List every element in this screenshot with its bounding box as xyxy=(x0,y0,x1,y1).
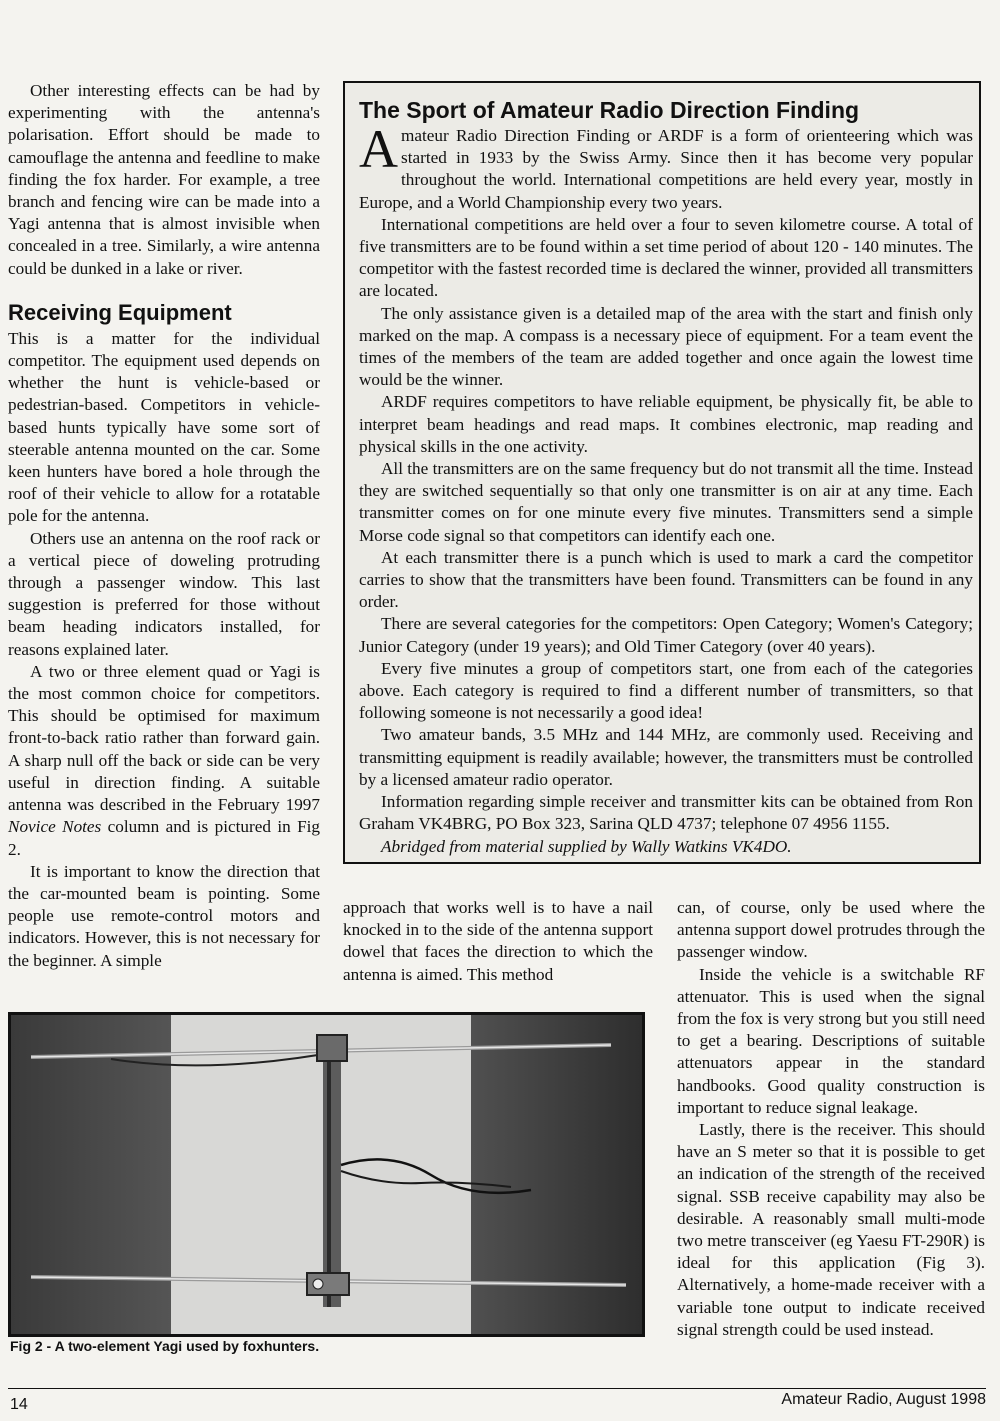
figure-caption: Fig 2 - A two-element Yagi used by foxhunters. xyxy=(10,1338,320,1354)
box-body xyxy=(359,119,973,858)
ardf-sidebar-box xyxy=(343,81,981,864)
paragraph: ARDF requires competitors to have reliable equipment, be physically fit, be able to interpret beam headings and read maps. It combines electronic, map reading and physical skills in the one activity. xyxy=(359,392,973,456)
paragraph: The only assistance given is a detailed map of the area with the start and finish only marked on the map. A compass is a necessary piece of equipment. For a team event the times of the members of the team are added together and once again the lowest time would be the winner. xyxy=(359,303,973,390)
footer-rule xyxy=(8,1388,986,1389)
paragraph: Inside the vehicle is a switchable RF attenuator. This is used when the signal from the fox is very strong but you still need to get a bearing. Descriptions of suitable attenuators appear in the standard handbooks. Good quality construction is important to reduce signal leakage. xyxy=(677,964,985,1117)
paragraph: Two amateur bands, 3.5 MHz and 144 MHz, are commonly used. Receiving and transmitting equipment is readily available; however, the transmitters must be controlled by a licensed amateur radio operator. xyxy=(359,725,973,789)
yagi-photo xyxy=(8,1012,645,1337)
paragraph xyxy=(359,119,973,214)
text-run: A two or three element quad or Yagi is the most common choice for competitors. This should be optimised for maximum front-to-back ratio rather than forward gain. A sharp null off the back or side can be very useful in direction finding. A suitable antenna was described in the February 1997 xyxy=(8,661,320,815)
paragraph: approach that works well is to have a nail knocked in to the side of the antenna support dowel that faces the direction to which the antenna is aimed. This method xyxy=(343,898,653,984)
paragraph: It is important to know the direction that the car-mounted beam is pointing. Some people use remote-control motors and indicators. However, this is not necessary for the beginner. A simple xyxy=(8,861,320,970)
page-number: 14 xyxy=(10,1396,28,1413)
paragraph: Other interesting effects can be had by experimenting with the antenna's polarisation. Effort should be made to camouflage the antenna and feedline to make finding the fox harder. For example, a tree branch and fencing wire can be made into a Yagi antenna that is almost invisible when concealed in a tree. Similarly, a wire antenna could be dunked in a lake or river. xyxy=(8,81,320,278)
paragraph xyxy=(8,661,320,861)
text-run: mateur Radio Direction Finding or ARDF is a form of orienteering which was started in 1933 by the Swiss Army. Since then it has become very popular throughout the world. International competitions are held every year, mostly in Europe, and a World Championship every two years. xyxy=(359,126,973,212)
italic-title: Novice Notes xyxy=(8,817,102,837)
paragraph: Every five minutes a group of competitors start, one from each of the categories above. Each category is required to find a different number of transmitters, so that following someone is not necessarily a good idea! xyxy=(359,658,973,723)
drop-cap: A xyxy=(359,119,398,179)
paragraph: At each transmitter there is a punch which is used to mark a card the competitor carries to show that the transmitters have been found. Transmitters can be found in any order. xyxy=(359,547,973,612)
middle-column xyxy=(343,897,653,986)
paragraph: International competitions are held over a four to seven kilometre course. A total of five transmitters are to be found within a set time period of about 120 - 140 minutes. The competitor with the fastest recorded time is declared the winner, provided all transmitters are located. xyxy=(359,214,973,301)
section-heading: Receiving Equipment xyxy=(8,299,232,325)
magazine-footer: Amateur Radio, August 1998 xyxy=(781,1391,986,1408)
paragraph: Others use an antenna on the roof rack or a vertical piece of doweling protruding through a passenger window. This last suggestion is preferred for those without beam heading indicators installed, for reasons explained later. xyxy=(8,528,320,659)
right-column xyxy=(677,897,985,1341)
box-title: The Sport of Amateur Radio Direction Finding xyxy=(359,97,860,123)
yagi-antenna-illustration xyxy=(11,1015,642,1334)
text-run: column and is pictured in Fig 2. xyxy=(8,817,320,859)
paragraph: Lastly, there is the receiver. This should have an S meter so that it is possible to get an indication of the strength of the received signal. SSB receive capability may also be desirable. A reasonably small multi-mode two metre transceiver (eg Yaesu FT-290R) is ideal for this application (Fig 3). Alternatively, a home-made receiver with a variable tone output to indicate received signal strength could be used instead. xyxy=(677,1120,985,1339)
left-column xyxy=(8,80,320,972)
credit-line: Abridged from material supplied by Wally Watkins VK4DO. xyxy=(381,836,792,856)
paragraph: can, of course, only be used where the antenna support dowel protrudes through the passenger window. xyxy=(677,898,985,962)
paragraph: Information regarding simple receiver and transmitter kits can be obtained from Ron Graham VK4BRG, PO Box 323, Sarina QLD 4737; telephone 07 4956 1155. xyxy=(359,792,973,834)
paragraph: There are several categories for the competitors: Open Category; Women's Category; Junior Category (under 19 years); and Old Timer Category (over 40 years). xyxy=(359,614,973,656)
paragraph: All the transmitters are on the same frequency but do not transmit all the time. Instead they are switched sequentially so that only one transmitter is on air at any time. Each transmitter comes on for one minute every five minutes. Transmitters send a simple Morse code signal so that competitors can identify each one. xyxy=(359,459,973,545)
paragraph: This is a matter for the individual competitor. The equipment used depends on whether the hunt is vehicle-based or pedestrian-based. Competitors in vehicle-based hunts typically have some sort of steerable antenna mounted on the car. Some keen hunters have bored a hole through the roof of their vehicle to allow for a rotatable pole for the antenna. xyxy=(8,328,320,526)
